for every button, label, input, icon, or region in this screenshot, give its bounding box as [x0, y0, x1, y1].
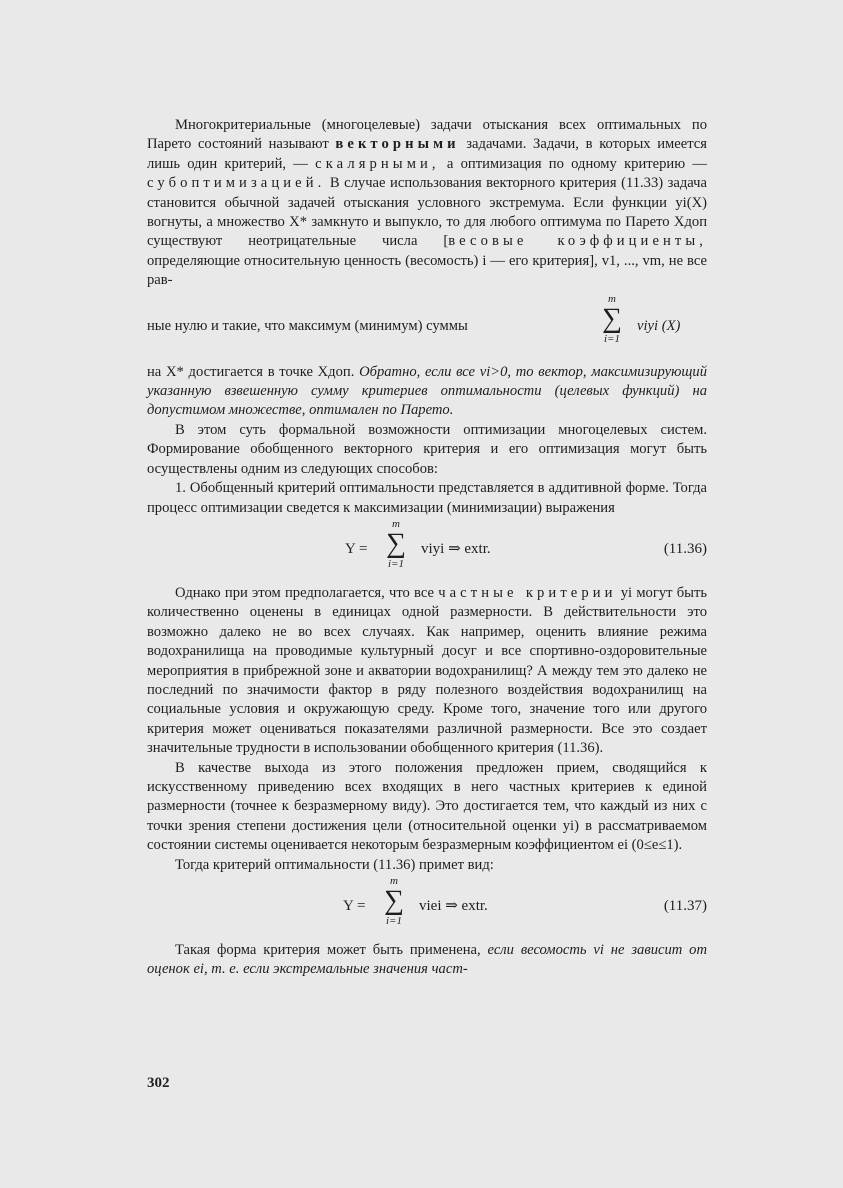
inline-sum-line	[147, 291, 707, 363]
formula-lhs: Y =	[343, 898, 366, 914]
paragraph-additive-form: 1. Обобщенный критерий оптимальности представляется в аддитивной форме. Тогда процесс оптимизации сведется к максимизации (минимизации) выражения	[147, 480, 707, 516]
text-italic: Обратно, если все vi>0, то вектор, максимизирующий указанную взвешенную сумму критериев оптимальности (целевых функций) на допустимом множестве, оптимален по Парето.	[147, 363, 707, 419]
sigma-glyph: ∑	[602, 302, 622, 334]
sum-symbol	[587, 293, 637, 345]
term-suboptimization: субоптимизацией.	[147, 175, 326, 192]
sum-symbol	[369, 875, 419, 927]
paragraph-dimensionless: В качестве выхода из этого положения предложен прием, сводящийся к искусственному приведению всех входящих в него частных критериев к единой размерности (точнее к безразмерному виду). Это достигается тем, что каждый из них с точки зрения степени достижения цели (относительной оценки yi) в рассматриваемом состоянии системы оценивается некоторым безразмерным коэффициентом ei (0≤e≤1).	[147, 759, 707, 854]
formula-body: viyi ⇒ extr.	[421, 540, 491, 557]
text-fragment: Такая форма критерия может быть применена,	[175, 942, 488, 958]
paragraph-formal-essence: В этом суть формальной возможности оптимизации многоцелевых систем. Формирование обобщенного векторного критерия и его оптимизация могут быть осуществлены одним из следующих способов:	[147, 421, 707, 477]
sigma-glyph: ∑	[384, 885, 404, 916]
sum-upper-limit: m	[390, 875, 398, 887]
paragraph-criterion-applicability	[147, 941, 707, 980]
page-number: 302	[147, 1075, 170, 1091]
text-fragment: Многокритериальные (многоцелевые) задачи отыскания всех оптимальных по Парето состояний называют	[147, 117, 707, 153]
equation-number: (11.37)	[663, 898, 707, 914]
text-fragment: Однако при этом предполагается, что все	[175, 584, 439, 601]
text-column	[147, 116, 707, 980]
text-fragment: определяющие относительную ценность (весомость) i — его критерия], v1, ..., vm, не все рав-	[147, 252, 707, 289]
paragraph-partial-criteria	[147, 584, 707, 759]
text-fragment: ные нулю и такие, что максимум (минимум) суммы	[147, 317, 468, 334]
text-fragment: В случае использования векторного критерия (11.33) задача становится обычной задачей отыскания условного экстремума. Если функции yi(X) вогнуты, а множество X* замкнуто и выпукло, то для любого оптимума по Парето Xдоп существуют неотрицательные числа [	[147, 175, 707, 250]
sum-expression: viyi (X)	[637, 317, 681, 334]
paragraph-criterion-form: Тогда критерий оптимальности (11.36) примет вид:	[175, 856, 494, 873]
equation-number: (11.36)	[663, 540, 707, 557]
formula-lhs: Y =	[345, 540, 368, 557]
sigma-glyph: ∑	[386, 527, 406, 559]
text-fragment: на X* достигается в точке Xдоп.	[147, 363, 360, 380]
text-italic: если весомость vi не зависит от оценок ei, т. е. если экстремальные значения част-	[147, 942, 707, 978]
sum-lower-limit: i=1	[386, 915, 402, 927]
sum-upper-limit: m	[392, 517, 400, 530]
text-fragment: а оптимизация по одному критерию —	[439, 155, 707, 172]
sum-lower-limit: i=1	[604, 332, 620, 345]
sum-lower-limit: i=1	[388, 557, 404, 570]
formula-11-37	[147, 875, 707, 941]
paragraph-pareto-conclusion	[147, 363, 707, 421]
term-vector: векторными	[335, 136, 460, 153]
formula-11-36	[147, 518, 707, 584]
term-partial-criteria: частные критерии	[438, 584, 617, 601]
term-weights: весовые коэффициенты,	[448, 233, 707, 250]
sum-symbol	[371, 518, 421, 570]
text-fragment: задачами. Задачи, в которых имеется лишь один критерий, —	[147, 136, 707, 172]
text-fragment: yi могут быть количественно оценены в единицах одной размерности. В действительности это возможно далеко не во всех случаях. Как например, оценить влияние режима водохранилища на проводимые культурный досуг и все спортивно-оздоровительные мероприятия в прибрежной зоне и акватории водохранилищ? А между тем это далеко не последний по значимости фактор в ряду полезного воздействия водохранилищ на социальные условия и окружающую среду. Кроме того, значение того или другого критерия может оцениваться показателями различной размерности. Все это создает значительные трудности в использовании обобщенного критерия (11.36).	[147, 584, 707, 757]
formula-body: viei ⇒ extr.	[419, 898, 488, 914]
paragraph-vector-problems	[147, 116, 707, 291]
sum-upper-limit: m	[608, 292, 616, 305]
term-scalar: скалярными,	[315, 155, 440, 172]
